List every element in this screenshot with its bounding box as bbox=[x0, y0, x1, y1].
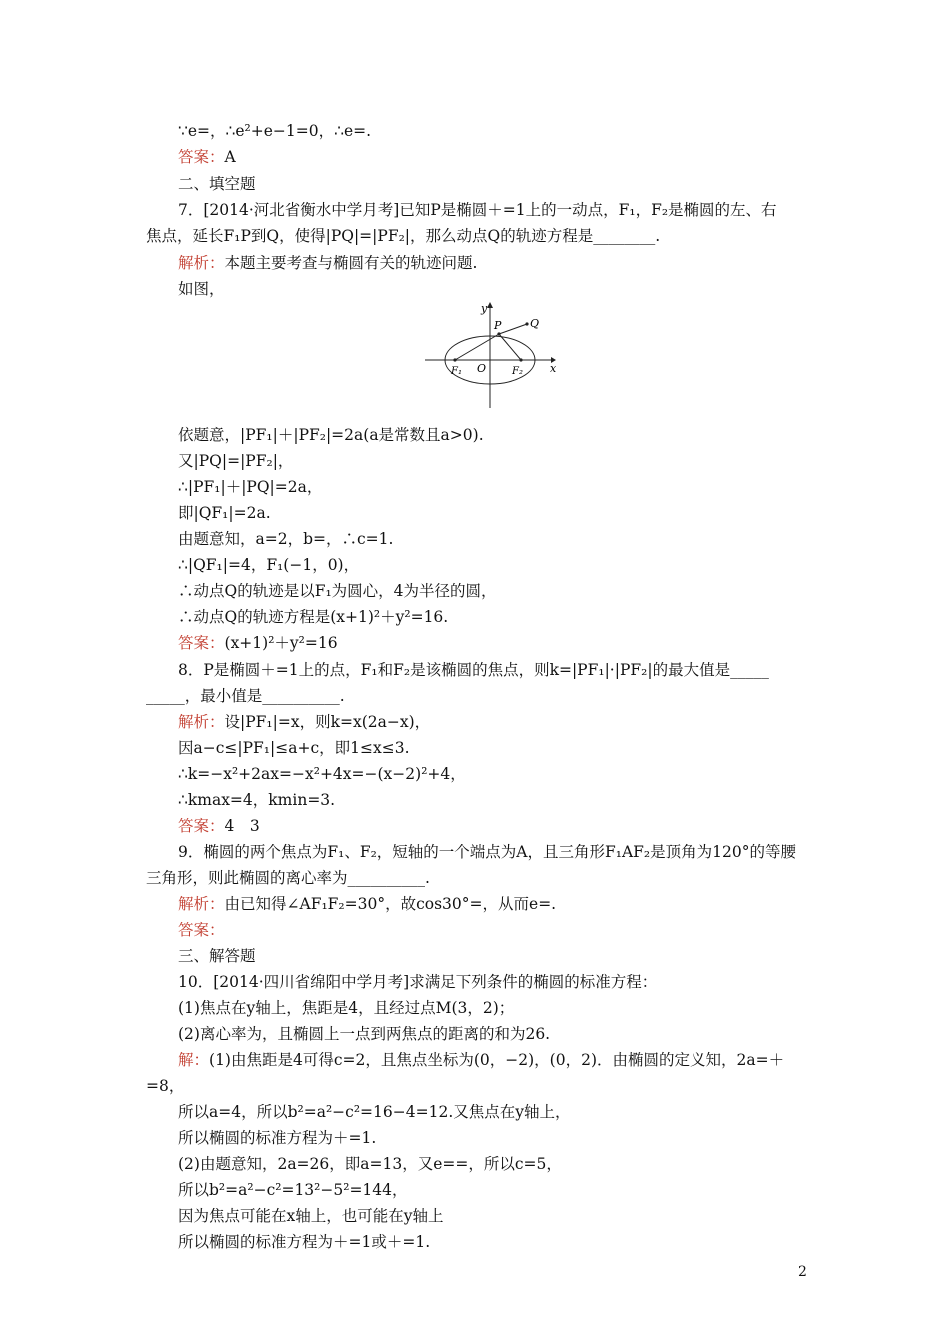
line-text: 所以a=4，所以b²=a²−c²=16−4=12.又焦点在y轴上， bbox=[178, 1103, 571, 1121]
text-line bbox=[178, 660, 769, 680]
focus-f2-label: F₂ bbox=[512, 366, 523, 377]
line-text: ∵e=，∴e²+e−1=0，∴e=. bbox=[178, 122, 372, 140]
answer-label: 答案： bbox=[178, 148, 225, 166]
line-text: 4 3 bbox=[224, 817, 260, 835]
line-text: 由题意知，a=2，b=，∴c=1. bbox=[178, 530, 394, 548]
line-text: 又|PQ|=|PF₂|， bbox=[178, 452, 294, 470]
text-line bbox=[178, 503, 271, 523]
x-axis-label: x bbox=[550, 362, 557, 375]
text-line bbox=[178, 1232, 430, 1252]
text-line bbox=[178, 1024, 550, 1044]
line-text: 三角形，则此椭圆的离心率为__________. bbox=[146, 869, 430, 887]
line-text: (1)焦点在y轴上，焦距是4，且经过点M(3，2)； bbox=[178, 999, 515, 1017]
line-text: ∴动点Q的轨迹是以F₁为圆心，4为半径的圆， bbox=[178, 582, 497, 600]
line-text: _____，最小值是__________. bbox=[146, 687, 345, 705]
text-line bbox=[178, 607, 448, 627]
line-text: (1)由焦距是4可得c=2，且焦点坐标为(0，−2)，(0，2)．由椭圆的定义知，2a=＋ bbox=[209, 1051, 785, 1069]
page-number: 2 bbox=[798, 1264, 807, 1280]
text-line bbox=[178, 174, 256, 194]
line-text: (2)由题意知，2a=26，即a=13，又e==，所以c=5， bbox=[178, 1155, 562, 1173]
line-text: 所以椭圆的标准方程为＋=1或＋=1. bbox=[178, 1233, 431, 1251]
answer-label: 答案： bbox=[178, 921, 225, 939]
text-line bbox=[178, 816, 260, 836]
line-text: 因为焦点可能在x轴上，也可能在y轴上 bbox=[178, 1207, 444, 1225]
text-line bbox=[178, 1128, 376, 1148]
text-line bbox=[146, 1076, 184, 1096]
focus-f1-label: F₁ bbox=[451, 366, 462, 377]
ellipse-diagram bbox=[425, 298, 565, 410]
text-line bbox=[178, 764, 466, 784]
text-line bbox=[178, 842, 796, 862]
answer-label: 解析： bbox=[178, 254, 225, 272]
text-line bbox=[178, 477, 322, 497]
line-text: 二、填空题 bbox=[178, 175, 256, 193]
answer-label: 解： bbox=[178, 1051, 210, 1069]
line-text: 所以椭圆的标准方程为＋=1. bbox=[178, 1129, 377, 1147]
line-text: ∴|PF₁|＋|PQ|=2a， bbox=[178, 478, 323, 496]
answer-label: 解析： bbox=[178, 713, 225, 731]
point-p-label: P bbox=[494, 319, 502, 332]
line-text: A bbox=[224, 148, 236, 166]
text-line bbox=[178, 451, 293, 471]
line-text: 因a−c≤|PF₁|≤a+c，即1≤x≤3. bbox=[178, 739, 410, 757]
text-line bbox=[178, 1050, 784, 1070]
line-text: =8， bbox=[146, 1077, 185, 1095]
line-text: 10．[2014·四川省绵阳中学月考]求满足下列条件的椭圆的标准方程： bbox=[178, 973, 658, 991]
line-text: 依题意，|PF₁|＋|PF₂|=2a(a是常数且a>0). bbox=[178, 426, 484, 444]
text-line bbox=[178, 581, 497, 601]
text-line bbox=[178, 555, 359, 575]
text-line bbox=[178, 200, 777, 220]
line-text: 焦点，延长F₁P到Q，使得|PQ|=|PF₂|，那么动点Q的轨迹方程是________. bbox=[146, 227, 661, 245]
line-text: 所以b²=a²−c²=13²−5²=144， bbox=[178, 1181, 408, 1199]
text-line bbox=[178, 279, 225, 299]
line-text: 9．椭圆的两个焦点为F₁、F₂，短轴的一个端点为A，且三角形F₁AF₂是顶角为120°的等腰 bbox=[178, 843, 796, 861]
text-line bbox=[178, 946, 256, 966]
text-line bbox=[178, 121, 371, 141]
line-text: 设|PF₁|=x，则k=x(2a−x)， bbox=[224, 713, 431, 731]
text-line bbox=[178, 1154, 562, 1174]
line-text: 即|QF₁|=2a. bbox=[178, 504, 271, 522]
text-line bbox=[146, 226, 660, 246]
text-line bbox=[178, 1102, 571, 1122]
line-text: 8．P是椭圆＋=1上的点，F₁和F₂是该椭圆的焦点，则k=|PF₁|·|PF₂|的最大值是_____ bbox=[178, 661, 769, 679]
text-line bbox=[178, 529, 393, 549]
text-line bbox=[178, 894, 556, 914]
text-line bbox=[178, 147, 236, 167]
text-line bbox=[178, 972, 657, 992]
line-text: 7．[2014·河北省衡水中学月考]已知P是椭圆＋=1上的一动点，F₁，F₂是椭圆的左、右 bbox=[178, 201, 777, 219]
answer-label: 解析： bbox=[178, 895, 225, 913]
point-q-label: Q bbox=[530, 317, 540, 330]
text-line bbox=[178, 253, 477, 273]
text-line bbox=[178, 633, 338, 653]
text-line bbox=[178, 1206, 444, 1226]
ellipse-figure bbox=[425, 298, 565, 410]
line-text: 本题主要考查与椭圆有关的轨迹问题. bbox=[224, 254, 478, 272]
line-text: ∴kmax=4，kmin=3. bbox=[178, 791, 336, 809]
text-line bbox=[178, 712, 430, 732]
text-line bbox=[178, 920, 225, 940]
text-line bbox=[178, 998, 514, 1018]
text-line bbox=[178, 790, 335, 810]
y-axis-label: y bbox=[481, 302, 488, 315]
text-line bbox=[178, 738, 410, 758]
line-text: ∴k=−x²+2ax=−x²+4x=−(x−2)²+4， bbox=[178, 765, 466, 783]
text-line bbox=[146, 686, 345, 706]
line-text: 由已知得∠AF₁F₂=30°，故cos30°=，从而e=. bbox=[224, 895, 557, 913]
text-line bbox=[178, 1180, 408, 1200]
answer-label: 答案： bbox=[178, 817, 225, 835]
line-text: 如图， bbox=[178, 280, 225, 298]
origin-label: O bbox=[477, 362, 487, 375]
answer-label: 答案： bbox=[178, 634, 225, 652]
line-text: (2)离心率为，且椭圆上一点到两焦点的距离的和为26. bbox=[178, 1025, 551, 1043]
text-line bbox=[178, 425, 484, 445]
line-text: (x+1)²＋y²=16 bbox=[224, 634, 338, 652]
line-text: 三、解答题 bbox=[178, 947, 256, 965]
text-line bbox=[146, 868, 430, 888]
line-text: ∴动点Q的轨迹方程是(x+1)²＋y²=16. bbox=[178, 608, 449, 626]
line-text: ∴|QF₁|=4，F₁(−1，0)， bbox=[178, 556, 360, 574]
